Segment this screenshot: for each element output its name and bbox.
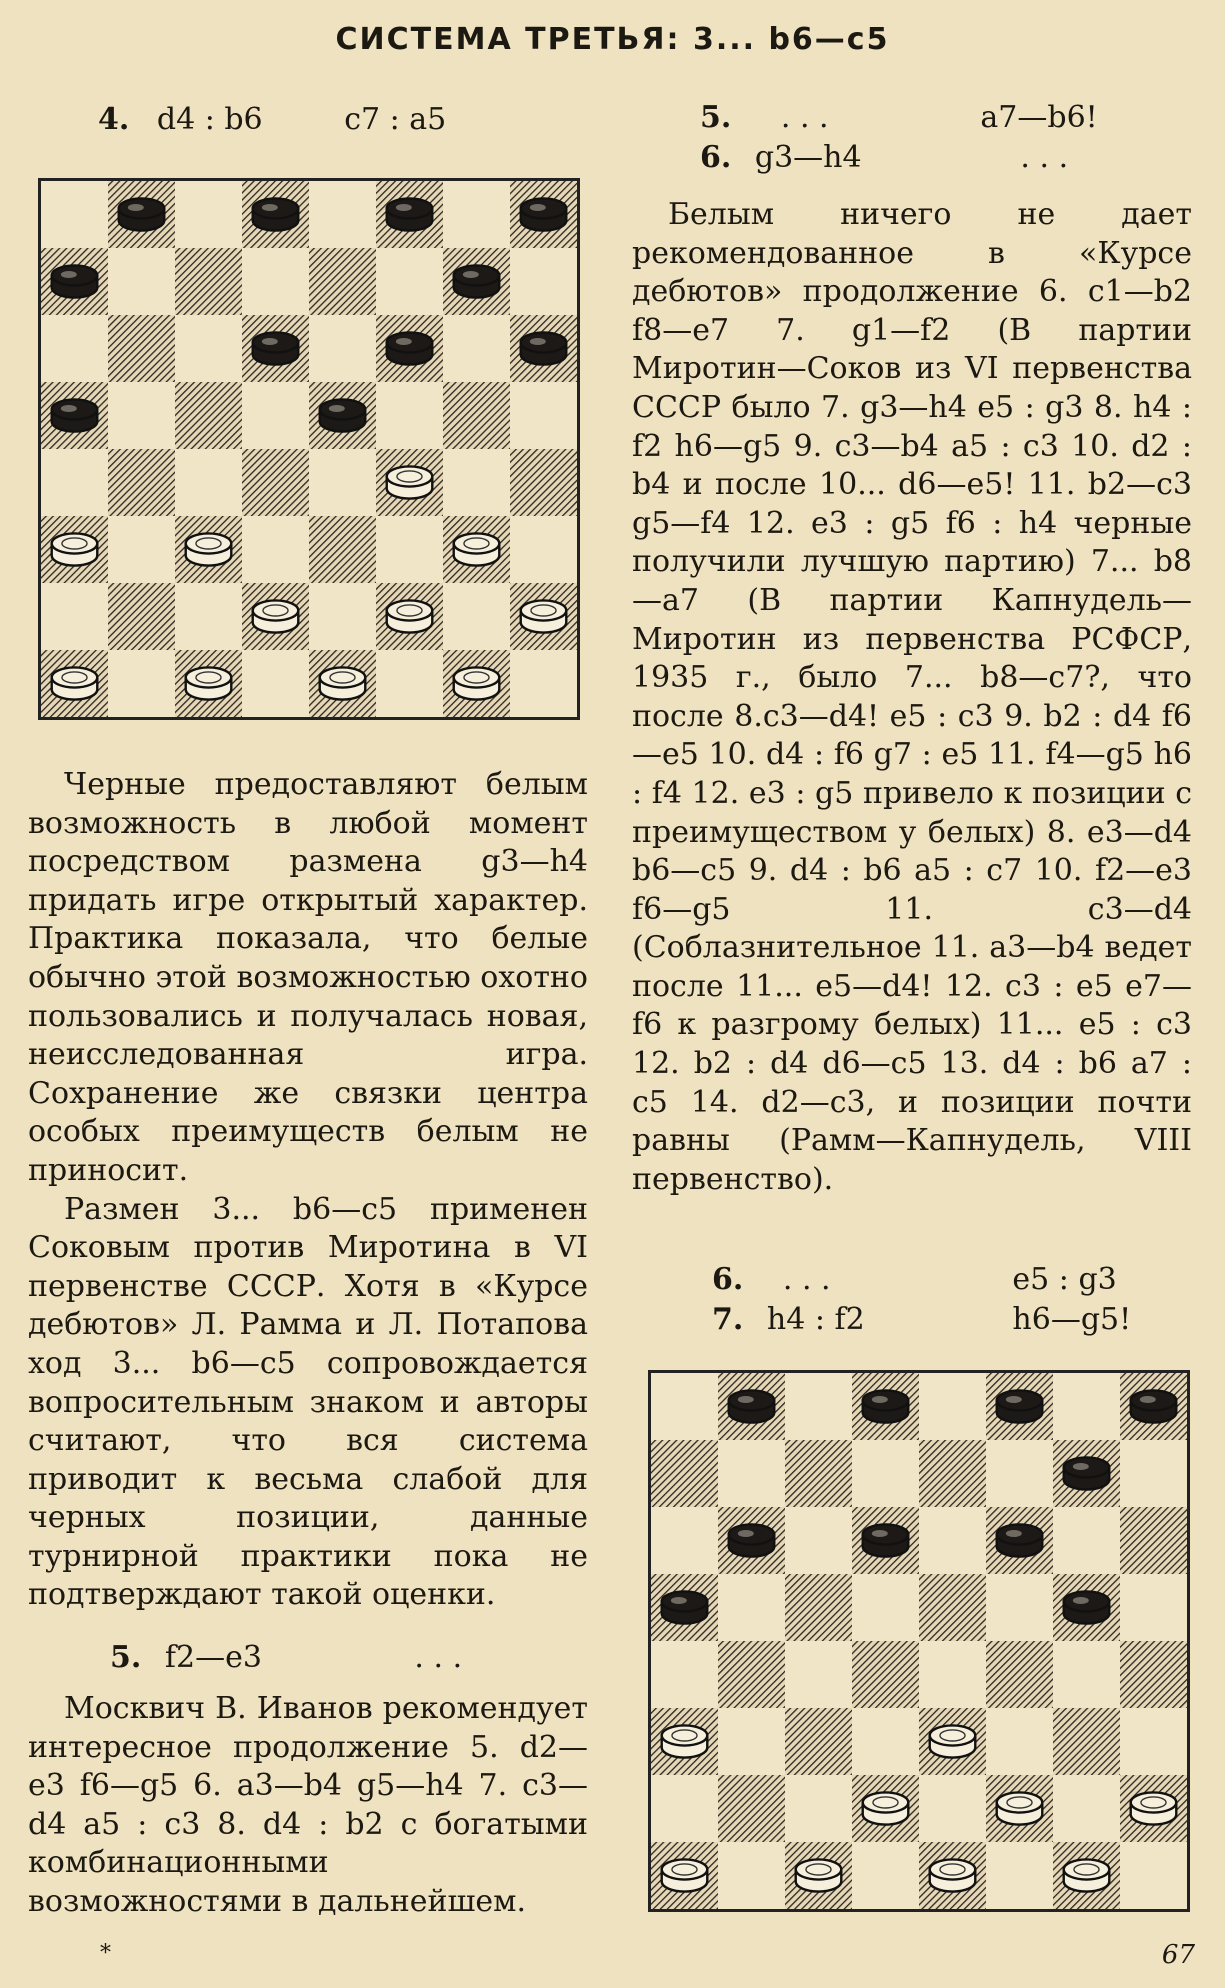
move-line-7: 7. h4 : f2 h6—g5!: [712, 1302, 1132, 1337]
dark-square: [785, 1440, 852, 1507]
black-checker: [253, 198, 299, 230]
white-checker: [52, 533, 98, 565]
black-checker: [662, 1591, 708, 1623]
move-line-6b: 6. . . . e5 : g3: [712, 1262, 1117, 1297]
dark-square: [175, 382, 242, 449]
dark-square: [1120, 1641, 1187, 1708]
black-checker: [52, 399, 98, 431]
dark-square: [108, 315, 175, 382]
black-checker: [521, 198, 567, 230]
dark-square: [852, 1641, 919, 1708]
dark-square: [919, 1440, 986, 1507]
white-checker: [454, 533, 500, 565]
white-checker: [454, 667, 500, 699]
black-checker: [387, 332, 433, 364]
black-checker: [863, 1390, 909, 1422]
paragraph-2: Размен 3... b6—c5 применен Соковым против Миротина в VI первенстве СССР. Хотя в «Курсе дебютов» Л. Рамма и Л. Потапова ход 3... b6—c5 сопровождается вопросительным знаком и авторы считают, что вся система приводит к весьма слабой для черных позиции, данные турнирной практики пока не подтверждают такой оценки.: [28, 1191, 588, 1613]
dark-square: [1053, 1708, 1120, 1775]
black-checker: [997, 1390, 1043, 1422]
black-checker: [454, 265, 500, 297]
dark-square: [510, 449, 577, 516]
black-checker: [1064, 1591, 1110, 1623]
white-checker: [253, 600, 299, 632]
white-checker: [186, 533, 232, 565]
black-checker: [253, 332, 299, 364]
dark-square: [108, 449, 175, 516]
move-line-4: 4. d4 : b6 c7 : a5: [98, 102, 447, 137]
move-line-6: 6. g3—h4 . . .: [700, 140, 1069, 175]
black-checker: [997, 1524, 1043, 1556]
white-checker: [186, 667, 232, 699]
board-1-svg: [41, 181, 577, 717]
black-checker: [729, 1390, 775, 1422]
analysis-paragraph: Белым ничего не дает рекомендованное в «Курсе дебютов» продолжение 6. c1—b2 f8—e7 7. g1—f2 (В партии Миротин—Соков из VI первенства СССР было 7. g3—h4 e5 : g3 8. h4 : f2 h6—g5 9. c3—b4 a5 : c3 10. d2 : b4 и после 10... d6—e5! 11. b2—c3 g5—f4 12. e3 : g5 f6 : h4 черные получили лучшую партию) 7... b8—a7 (В партии Капнудель—Миротин из первенства РСФСР, 1935 г., было 7... b8—c7?, что после 8.c3—d4! e5 : c3 9. b2 : d4 f6—e5 10. d4 : f6 g7 : e5 11. f4—g5 h6 : f4 12. e3 : g5 привело к позиции с преимуществом у белых) 8. e3—d4 b6—c5 9. d4 : b6 a5 : c7 10. f2—e3 f6—g5 11. c3—d4 (Соблазнительное 11. a3—b4 ведет после 11... e5—d4! 12. c3 : e5 e7—f6 к разгрому белых) 11... e5 : c3 12. b2 : d4 d6—c5 13. d4 : b6 a7 : c5 14. d2—c3, и позиции почти равны (Рамм—Капнудель, VIII первенство).: [632, 197, 1192, 1197]
black-checker: [119, 198, 165, 230]
white-checker: [930, 1859, 976, 1891]
white-checker: [387, 466, 433, 498]
white-checker: [387, 600, 433, 632]
dark-square: [108, 583, 175, 650]
white-checker: [521, 600, 567, 632]
black-checker: [387, 198, 433, 230]
page-title: СИСТЕМА ТРЕТЬЯ: 3... b6—c5: [335, 22, 890, 57]
white-checker: [997, 1792, 1043, 1824]
move-line-5b: 5. f2—e3 . . .: [110, 1640, 463, 1675]
white-checker: [863, 1792, 909, 1824]
dark-square: [718, 1641, 785, 1708]
black-checker: [729, 1524, 775, 1556]
dark-square: [309, 516, 376, 583]
dark-square: [651, 1440, 718, 1507]
page-number: 67: [1161, 1940, 1195, 1970]
dark-square: [242, 449, 309, 516]
black-checker: [863, 1524, 909, 1556]
dark-square: [785, 1574, 852, 1641]
white-checker: [1131, 1792, 1177, 1824]
left-column-text: [28, 766, 588, 1615]
black-checker: [1131, 1390, 1177, 1422]
white-checker: [662, 1859, 708, 1891]
dark-square: [718, 1775, 785, 1842]
dark-square: [785, 1708, 852, 1775]
white-checker: [320, 667, 366, 699]
dark-square: [175, 248, 242, 315]
black-checker: [521, 332, 567, 364]
paragraph-3: Москвич В. Иванов рекомендует интересное продолжение 5. d2—e3 f6—g5 6. a3—b4 g5—h4 7. c3—d4 a5 : c3 8. d4 : b2 с богатыми комбинационными возможностями в дальнейшем.: [28, 1691, 588, 1919]
dark-square: [986, 1641, 1053, 1708]
black-checker: [320, 399, 366, 431]
checkers-diagram-2: [648, 1370, 1190, 1912]
dark-square: [443, 382, 510, 449]
white-checker: [662, 1725, 708, 1757]
paragraph-1: Черные предоставляют белым возможность в любой момент посредством размена g3—h4 придать игре открытый характер. Практика показала, что белые обычно этой возможностью охотно пользовались и получалась новая, неисследованная игра. Сохранение же связки центра особых преимуществ белым не приносит.: [28, 767, 588, 1188]
left-column-text-2: [28, 1690, 588, 1922]
dark-square: [1120, 1507, 1187, 1574]
dark-square: [309, 248, 376, 315]
checkers-diagram-1: [38, 178, 580, 720]
move-line-5: 5. . . . a7—b6!: [700, 100, 1098, 135]
white-checker: [796, 1859, 842, 1891]
black-checker: [1064, 1457, 1110, 1489]
right-column-text: [632, 196, 1192, 1199]
black-checker: [52, 265, 98, 297]
white-checker: [930, 1725, 976, 1757]
footnote-star: *: [100, 1941, 111, 1966]
white-checker: [52, 667, 98, 699]
dark-square: [919, 1574, 986, 1641]
board-2-svg: [651, 1373, 1187, 1909]
white-checker: [1064, 1859, 1110, 1891]
